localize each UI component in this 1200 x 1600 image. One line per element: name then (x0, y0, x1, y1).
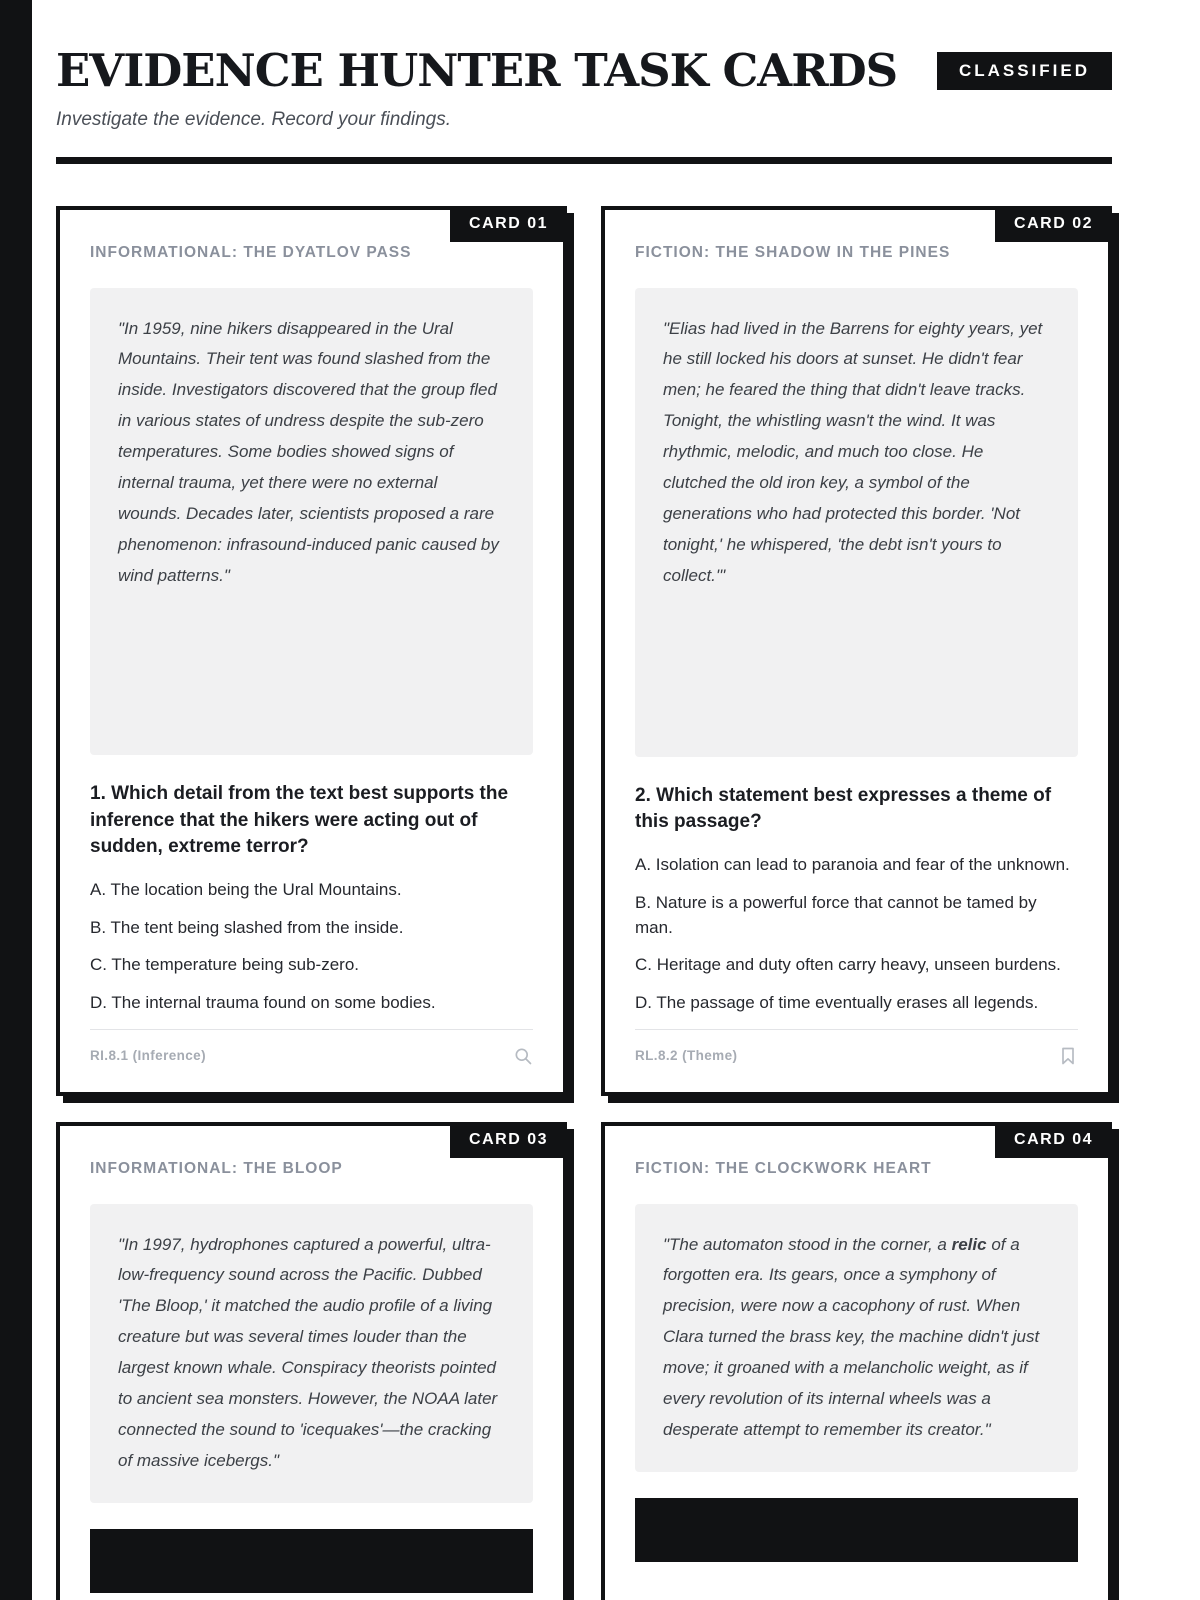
card-01-passage-box (90, 288, 533, 756)
search-icon (513, 1046, 533, 1066)
option-c: C. The temperature being sub-zero. (90, 955, 359, 975)
card-grid (56, 206, 1112, 1600)
card-02-heading: FICTION: THE SHADOW IN THE PINES (635, 243, 951, 261)
card-02-footer (635, 1029, 1078, 1066)
card-02-passage-box (635, 288, 1078, 757)
standard-label: RI.8.1 (Inference) (90, 1048, 206, 1063)
card-01 (56, 206, 567, 1096)
option-b: B. Nature is a powerful force that cannot be tamed by man. (635, 892, 1037, 937)
page-header (56, 46, 1112, 164)
card-04 (601, 1122, 1112, 1600)
bookmark-icon (1058, 1046, 1078, 1066)
card-01-number-tab: CARD 01 (450, 206, 567, 242)
card-01-footer (90, 1029, 533, 1066)
option-a: A. Isolation can lead to paranoia and fear of the unknown. (635, 855, 1070, 875)
passage-text: "In 1997, hydrophones captured a powerful, ultra-low-frequency sound across the Pacific. Dubbed 'The Bloop,' it matched the audio profile of a living creature but was several times louder than the largest known whale. Conspiracy theorists pointed to ancient sea monsters. However, the NOAA later connected the sound to 'icequakes'—the cracking of massive icebergs." (118, 1234, 498, 1471)
passage-segment: "The automaton stood in the corner, a (663, 1234, 952, 1254)
passage-segment: of a forgotten era. Its gears, once a symphony of precision, were now a cacophony of rust. When Clara turned the brass key, the machine didn't just move; it groaned with a melancholic weight, as if every revolution of its internal wheels was a desperate attempt to remember its creator." (663, 1234, 1040, 1440)
card-04-heading: FICTION: THE CLOCKWORK HEART (635, 1159, 932, 1177)
classified-badge: CLASSIFIED (937, 52, 1112, 90)
option-d: D. The passage of time eventually erases all legends. (635, 992, 1039, 1012)
page-title: EVIDENCE HUNTER TASK CARDS (56, 44, 898, 97)
card-02-options (635, 853, 1078, 1028)
option-a: A. The location being the Ural Mountains. (90, 879, 402, 899)
worksheet-page (32, 0, 1200, 1600)
card-03-passage-box (90, 1204, 533, 1504)
card-02-question: 2. Which statement best expresses a theme of this passage? (635, 784, 1052, 833)
card-03-number-tab: CARD 03 (450, 1122, 567, 1158)
passage-bold-word: relic (951, 1234, 987, 1254)
card-04-number-tab: CARD 04 (995, 1122, 1112, 1158)
option-d: D. The internal trauma found on some bodies. (90, 992, 436, 1012)
card-04-passage-box (635, 1204, 1078, 1473)
card-03-heading: INFORMATIONAL: THE BLOOP (90, 1159, 343, 1177)
passage-text: "In 1959, nine hikers disappeared in the Ural Mountains. Their tent was found slashed from the inside. Investigators discovered that the group fled in various states of undress despite the sub-zero temperatures. Some bodies showed signs of internal trauma, yet there were no external wounds. Decades later, scientists proposed a rare phenomenon: infrasound-induced panic caused by wind patterns." (118, 318, 499, 585)
passage-text: "Elias had lived in the Barrens for eighty years, yet he still locked his doors at sunset. He didn't fear men; he feared the thing that didn't leave tracks. Tonight, the whistling wasn't the wind. It was rhythmic, melodic, and much too close. He clutched the old iron key, a symbol of the generations who had protected this border. 'Not tonight,' he whispered, 'the debt isn't yours to collect.'" (663, 318, 1043, 585)
card-01-question: 1. Which detail from the text best supports the inference that the hikers were acting out of sudden, extreme terror? (90, 783, 509, 857)
passage-text (663, 1230, 1050, 1447)
option-b: B. The tent being slashed from the inside. (90, 917, 404, 937)
header-divider (56, 157, 1112, 164)
clipped-next-section (635, 1498, 1078, 1562)
card-02 (601, 206, 1112, 1096)
page-subtitle: Investigate the evidence. Record your findings. (56, 108, 452, 130)
left-accent-bar (0, 0, 32, 1600)
option-c: C. Heritage and duty often carry heavy, unseen burdens. (635, 955, 1061, 975)
card-03 (56, 1122, 567, 1600)
card-01-options (90, 878, 533, 1029)
card-02-number-tab: CARD 02 (995, 206, 1112, 242)
card-01-heading: INFORMATIONAL: THE DYATLOV PASS (90, 243, 412, 261)
clipped-next-section (90, 1529, 533, 1593)
standard-label: RL.8.2 (Theme) (635, 1048, 738, 1063)
